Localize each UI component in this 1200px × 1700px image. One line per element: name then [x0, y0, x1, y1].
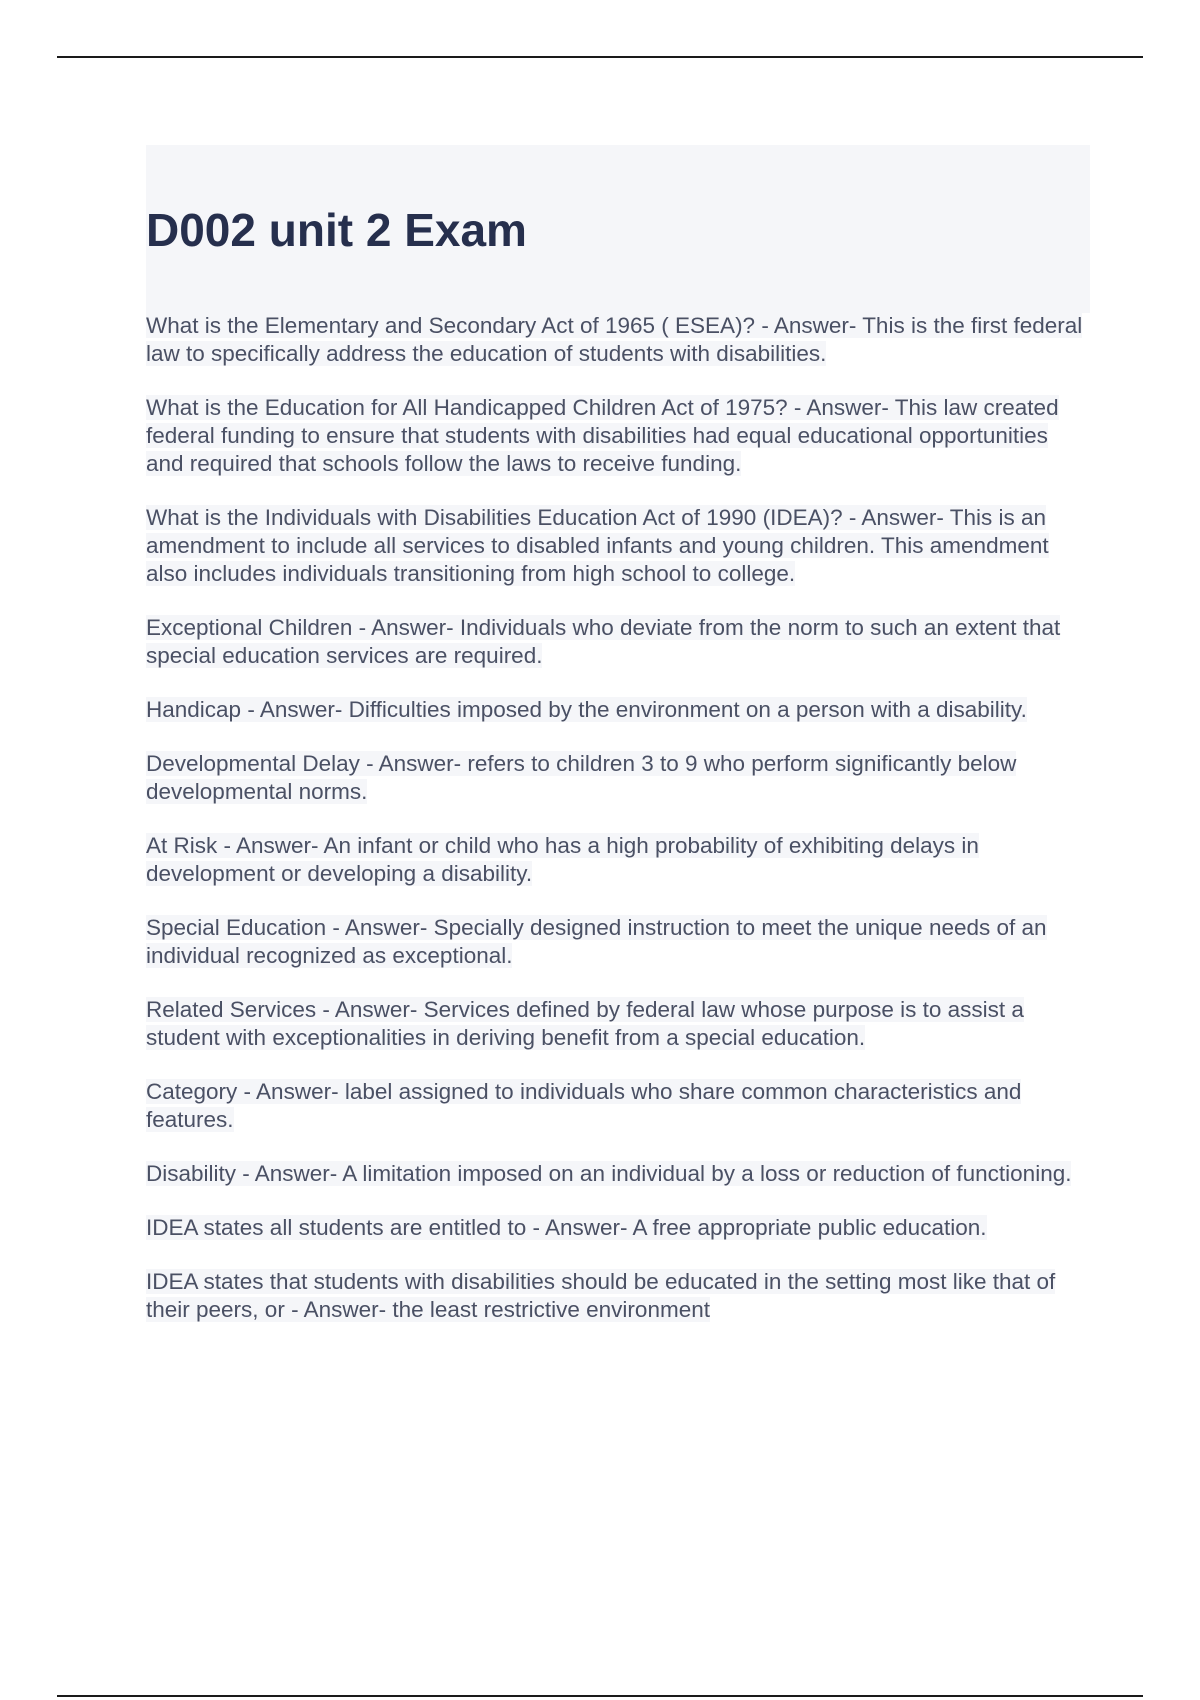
qa-text: Related Services - Answer- Services defined by federal law whose purpose is to assist a student with exceptionalities in deriving benefit from a special education. — [146, 997, 1024, 1050]
qa-text: IDEA states all students are entitled to - Answer- A free appropriate public education. — [146, 1215, 987, 1240]
qa-item — [146, 1268, 1090, 1324]
qa-item — [146, 996, 1090, 1052]
qa-text: Exceptional Children - Answer- Individuals who deviate from the norm to such an extent that special education services are required. — [146, 615, 1061, 668]
qa-item — [146, 1078, 1090, 1134]
qa-item — [146, 750, 1090, 806]
qa-text: Special Education - Answer- Specially designed instruction to meet the unique needs of an individual recognized as exceptional. — [146, 915, 1047, 968]
qa-text: At Risk - Answer- An infant or child who has a high probability of exhibiting delays in development or developing a disability. — [146, 833, 979, 886]
qa-text: Handicap - Answer- Difficulties imposed by the environment on a person with a disability. — [146, 697, 1027, 722]
qa-item — [146, 394, 1090, 478]
document-title: D002 unit 2 Exam — [146, 204, 527, 256]
qa-text: IDEA states that students with disabilities should be educated in the setting most like that of their peers, or - Answer- the least restrictive environment — [146, 1269, 1056, 1322]
qa-text: What is the Education for All Handicapped Children Act of 1975? - Answer- This law created federal funding to ensure that students with disabilities had equal educational opportunities and required that schools follow the laws to receive funding. — [146, 395, 1059, 476]
qa-item — [146, 312, 1090, 368]
qa-list — [146, 312, 1090, 1350]
qa-text: What is the Individuals with Disabilities Education Act of 1990 (IDEA)? - Answer- This is an amendment to include all services to disabled infants and young children. This amendment also includes individuals transitioning from high school to college. — [146, 505, 1049, 586]
qa-item — [146, 914, 1090, 970]
qa-item — [146, 832, 1090, 888]
qa-item — [146, 614, 1090, 670]
qa-text: Category - Answer- label assigned to individuals who share common characteristics and features. — [146, 1079, 1022, 1132]
footer-rule — [57, 1695, 1143, 1697]
qa-text: Developmental Delay - Answer- refers to children 3 to 9 who perform significantly below developmental norms. — [146, 751, 1017, 804]
qa-text: What is the Elementary and Secondary Act of 1965 ( ESEA)? - Answer- This is the first federal law to specifically address the education of students with disabilities. — [146, 313, 1083, 366]
qa-item — [146, 1214, 1090, 1242]
qa-item — [146, 1160, 1090, 1188]
qa-item — [146, 696, 1090, 724]
header-rule — [57, 56, 1143, 58]
qa-item — [146, 504, 1090, 588]
qa-text: Disability - Answer- A limitation imposed on an individual by a loss or reduction of functioning. — [146, 1161, 1072, 1186]
